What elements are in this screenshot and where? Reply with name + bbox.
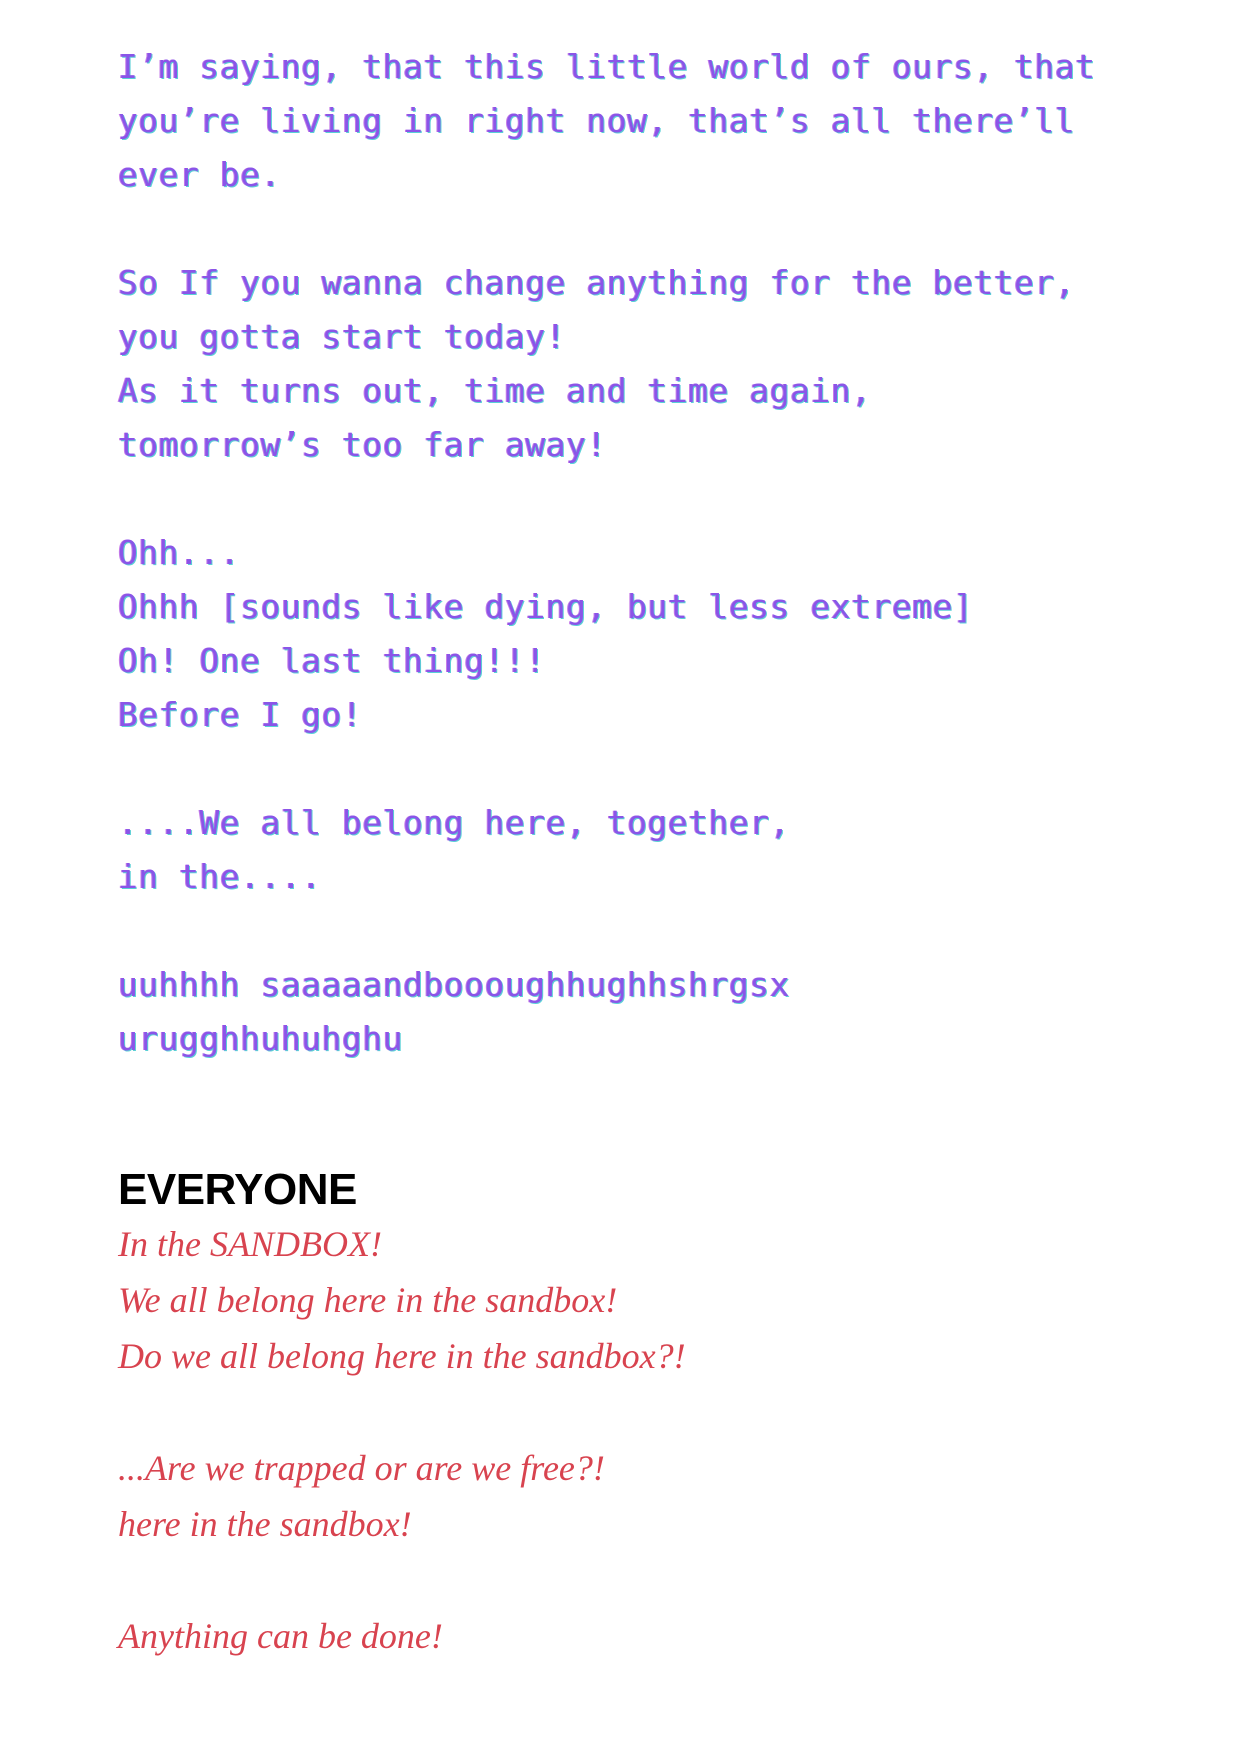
lyric-line: ....We all belong here, together, [118, 803, 791, 842]
lyrics-page [118, 40, 1178, 1664]
lyric-line: Before I go! [118, 695, 363, 734]
chorus-3 [118, 1608, 1178, 1664]
lyric-line: In the SANDBOX! [118, 1224, 382, 1264]
lyric-line: Ohhh [sounds like dying, but less extreme] [118, 587, 974, 626]
lyric-line: Do we all belong here in the sandbox?! [118, 1336, 686, 1376]
verse-1 [118, 40, 1128, 202]
lyric-line: I’m saying, that this little world of ours, that you’re living in right now, that’s all there’ll ever be. [118, 47, 1096, 194]
lyric-line: you gotta start today! [118, 317, 567, 356]
lyric-line: Anything can be done! [118, 1616, 443, 1656]
lyric-line: ...Are we trapped or are we free?! [118, 1448, 605, 1488]
verse-5 [118, 958, 1178, 1066]
speaker-heading: EVERYONE [118, 1165, 357, 1214]
lyric-line: Oh! One last thing!!! [118, 641, 546, 680]
lyric-line: in the.... [118, 857, 322, 896]
lyric-line: Ohh... [118, 533, 241, 572]
lyric-line: tomorrow’s too far away! [118, 425, 607, 464]
lyric-line: urugghhuhuhghu [118, 1019, 404, 1058]
lyric-line: here in the sandbox! [118, 1504, 412, 1544]
lyric-line: So If you wanna change anything for the better, [118, 263, 1076, 302]
verse-4 [118, 796, 1178, 904]
lyric-line: We all belong here in the sandbox! [118, 1280, 618, 1320]
verse-2 [118, 256, 1178, 472]
verse-3 [118, 526, 1178, 742]
chorus-1 [118, 1216, 1178, 1384]
lyric-line: As it turns out, time and time again, [118, 371, 872, 410]
chorus-2 [118, 1440, 1178, 1552]
lyric-line: uuhhhh saaaaandboooughhughhshrgsx [118, 965, 791, 1004]
